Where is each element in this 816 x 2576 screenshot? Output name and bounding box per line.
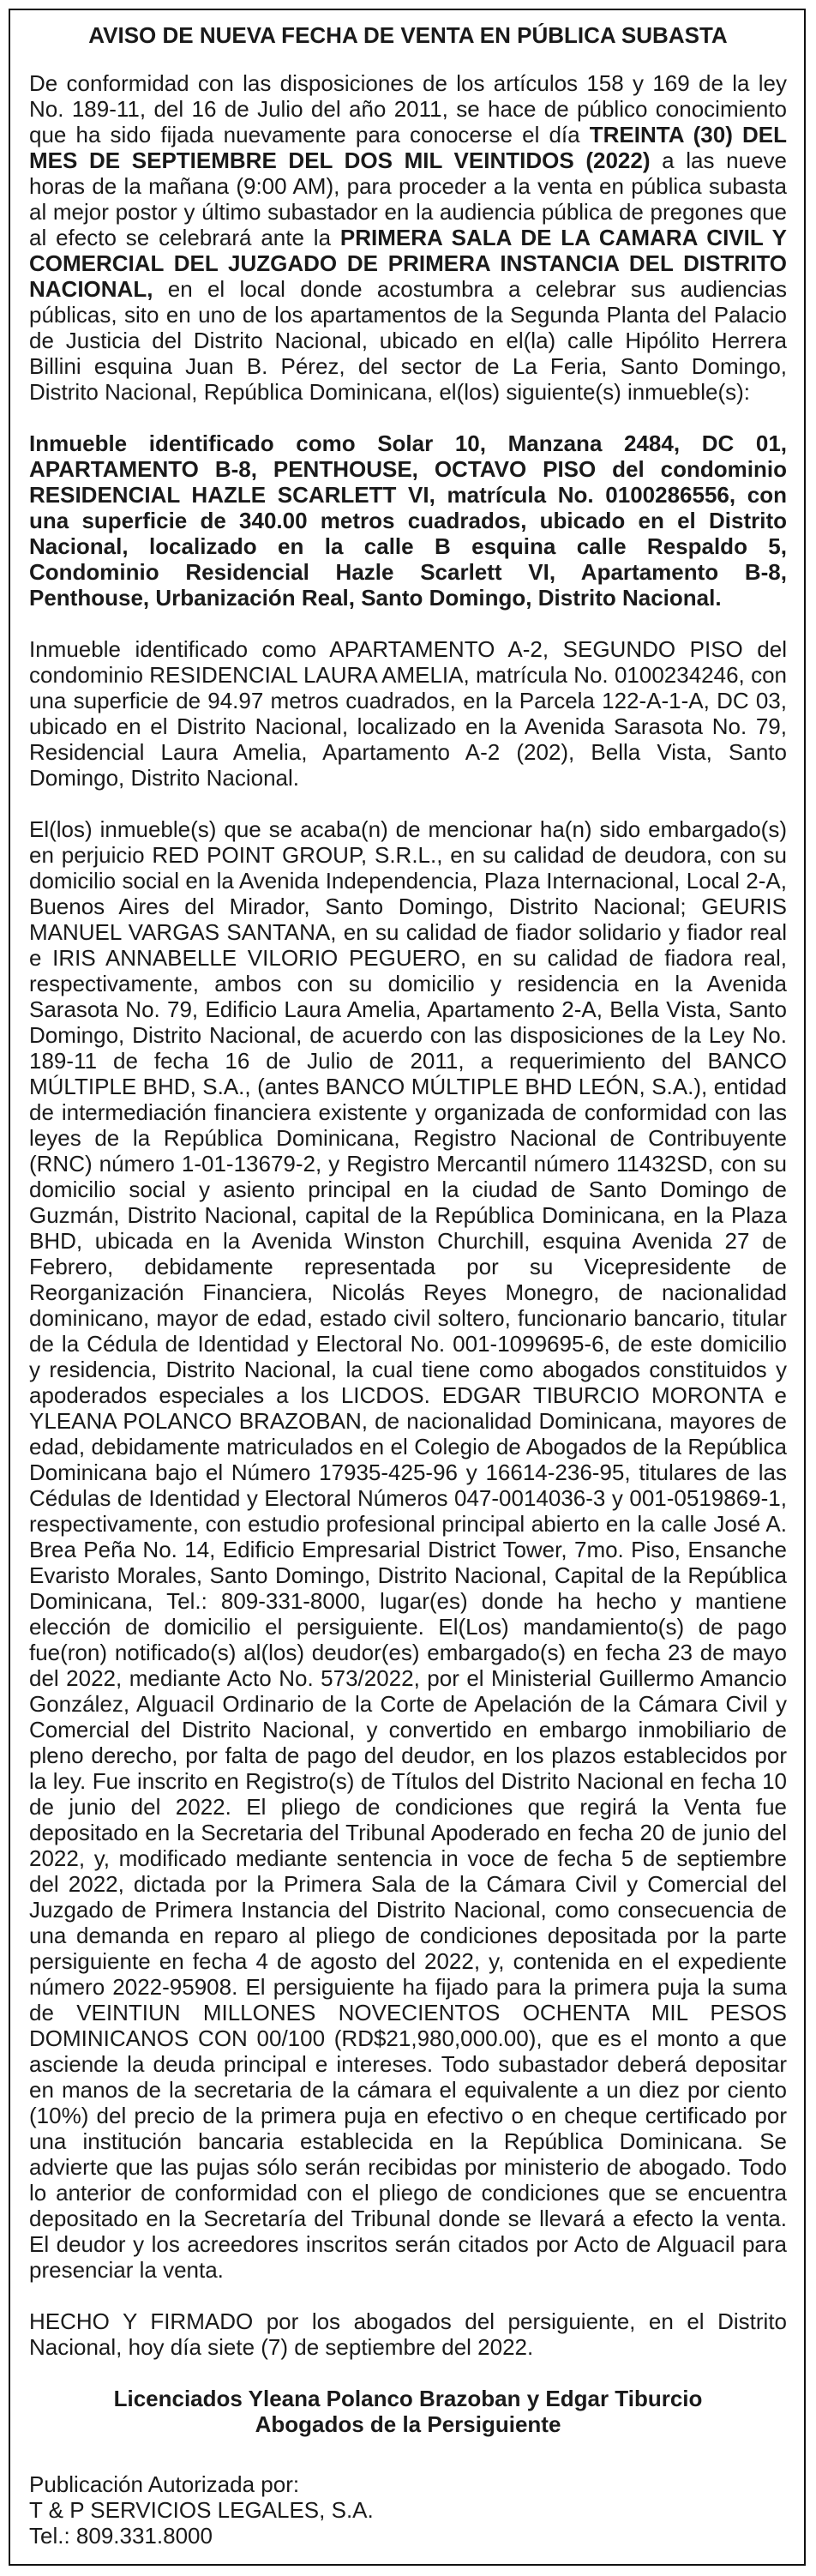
publication-phone: Tel.: 809.331.8000 <box>29 2523 213 2549</box>
notice-title: AVISO DE NUEVA FECHA DE VENTA EN PÚBLICA SUBASTA <box>88 22 728 48</box>
paragraph-intro <box>29 70 787 405</box>
publication-company: T & P SERVICIOS LEGALES, S.A. <box>29 2497 374 2523</box>
sale-date: TREINTA (30) DEL MES DE SEPTIEMBRE DEL DOS MIL VEINTIDOS (2022) <box>29 122 787 173</box>
signed-statement: HECHO Y FIRMADO por los abogados del persiguiente, en el Distrito Nacional, hoy día siete (7) de septiembre del 2022. <box>29 2308 787 2360</box>
intro-text-c: a las nueve horas de la mañana (9:00 AM), para proceder a la venta en pública subasta al mejor postor y último subastador en la audiencia pública de pregones que al efecto se celebrará ante la <box>29 147 787 250</box>
legal-notice <box>29 22 787 2549</box>
publication-credit <box>29 2471 787 2549</box>
seizure-details: El(los) inmueble(s) que se acaba(n) de mencionar ha(n) sido embargado(s) en perjuicio RED POINT GROUP, S.R.L., en su calidad de deudora, con su domicilio social en la Avenida Independencia, Plaza Internacional, Local 2-A, Buenos Aires del Mirador, Santo Domingo, Distrito Nacional; GEURIS MANUEL VARGAS SANTANA, en su calidad de fiador solidario y fiador real e IRIS ANNABELLE VILORIO PEGUERO, en su calidad de fiadora real, respectivamente, ambos con su domicilio y residencia en la Avenida Sarasota No. 79, Edificio Laura Amelia, Apartamento 2-A, Bella Vista, Santo Domingo, Distrito Nacional, de acuerdo con las disposiciones de la Ley No. 189-11 de fecha 16 de Julio de 2011, a requerimiento del BANCO MÚLTIPLE BHD, S.A., (antes BANCO MÚLTIPLE BHD LEÓN, S.A.), entidad de intermediación financiera existente y organizada de conformidad con las leyes de la República Dominicana, Registro Nacional de Contribuyente (RNC) número 1-01-13679-2, y Registro Mercantil número 11432SD, con su domicilio social y asiento principal en la ciudad de Santo Domingo de Guzmán, Distrito Nacional, capital de la República Dominicana, en la Plaza BHD, ubicada en la Avenida Winston Churchill, esquina Avenida 27 de Febrero, debidamente representada por su Vicepresidente de Reorganización Financiera, Nicolás Reyes Monegro, de nacionalidad dominicano, mayor de edad, estado civil soltero, funcionario bancario, titular de la Cédula de Identidad y Electoral No. 001-1099695-6, de este domicilio y residencia, Distrito Nacional, la cual tiene como abogados constituidos y apoderados especiales a los LICDOS. EDGAR TIBURCIO MORONTA e YLEANA POLANCO BRAZOBAN, de nacionalidad Dominicana, mayores de edad, debidamente matriculados en el Colegio de Abogados de la República Dominicana bajo el Número 17935-425-96 y 16614-236-95, titulares de las Cédulas de Identidad y Electoral Números 047-0014036-3 y 001-0519869-1, respectivamente, con estudio profesional principal abierto en la calle José A. Brea Peña No. 14, Edificio Empresarial District Tower, 7mo. Piso, Ensanche Evaristo Morales, Santo Domingo, Distrito Nacional, Capital de la República Dominicana, Tel.: 809-331-8000, lugar(es) donde ha hecho y mantiene elección de domicilio el persiguiente. El(Los) mandamiento(s) de pago fue(ron) notificado(s) al(los) deudor(es) embargado(s) en fecha 23 de mayo del 2022, mediante Acto No. 573/2022, por el Ministerial Guillermo Amancio González, Alguacil Ordinario de la Corte de Apelación de la Cámara Civil y Comercial del Distrito Nacional, y convertido en embargo inmobiliario de pleno derecho, por falta de pago del deudor, en los plazos establecidos por la ley. Fue inscrito en Registro(s) de Títulos del Distrito Nacional en fecha 10 de junio del 2022. El pliego de condiciones que regirá la Venta fue depositado en la Secretaria del Tribunal Apoderado en fecha 20 de junio del 2022, y, modificado mediante sentencia in voce de fecha 5 de septiembre del 2022, dictada por la Primera Sala de la Cámara Civil y Comercial del Juzgado de Primera Instancia del Distrito Nacional, como consecuencia de una demanda en reparo al pliego de condiciones depositada por la parte persiguiente en fecha 4 de agosto del 2022, y, contenida en el expediente número 2022-95908. El persiguiente ha fijado para la primera puja la suma de VEINTIUN MILLONES NOVECIENTOS OCHENTA MIL PESOS DOMINICANOS CON 00/100 (RD$21,980,000.00), que es el monto a que asciende la deuda principal e intereses. Todo subastador deberá depositar en manos de la secretaria de la cámara el equivalente a un diez por ciento (10%) del precio de la primera puja en efectivo o en cheque certificado por una institución bancaria establecida en la República Dominicana. Se advierte que las pujas sólo serán recibidas por ministerio de abogado. Todo lo anterior de conformidad con el pliego de condiciones que se encuentra depositado en la Secretaría del Tribunal donde se llevará a efecto la venta. El deudor y los acreedores inscritos serán citados por Acto de Alguacil para presenciar la venta. <box>29 816 787 2283</box>
intro-text-e: en el local donde acostumbra a celebrar sus audiencias públicas, sito en uno de los apartamentos de la Segunda Planta del Palacio de Justicia del Distrito Nacional, ubicado en el(la) calle Hipólito Herrera Billini esquina Juan B. Pérez, del sector de La Feria, Santo Domingo, Distrito Nacional, República Dominicana, el(los) siguiente(s) inmueble(s): <box>29 276 787 405</box>
property-2-description: Inmueble identificado como APARTAMENTO A-2, SEGUNDO PISO del condominio RESIDENCIAL LAURA AMELIA, matrícula No. 0100234246, con una superficie de 94.97 metros cuadrados, en la Parcela 122-A-1-A, DC 03, ubicado en el Distrito Nacional, localizado en la Avenida Sarasota No. 79, Residencial Laura Amelia, Apartamento A-2 (202), Bella Vista, Santo Domingo, Distrito Nacional. <box>29 636 787 791</box>
property-1-description: Inmueble identificado como Solar 10, Manzana 2484, DC 01, APARTAMENTO B-8, PENTHOUSE, OCTAVO PISO del condominio RESIDENCIAL HAZLE SCARLETT VI, matrícula No. 0100286556, con una superficie de 340.00 metros cuadrados, ubicado en el Distrito Nacional, localizado en la calle B esquina calle Respaldo 5, Condominio Residencial Hazle Scarlett VI, Apartamento B-8, Penthouse, Urbanización Real, Santo Domingo, Distrito Nacional. <box>29 430 787 611</box>
signature-lawyers: Licenciados Yleana Polanco Brazoban y Edgar Tiburcio <box>113 2386 703 2411</box>
court-name: PRIMERA SALA DE LA CAMARA CIVIL Y COMERCIAL DEL JUZGADO DE PRIMERA INSTANCIA DEL DISTRITO NACIONAL, <box>29 225 787 302</box>
publication-label: Publicación Autorizada por: <box>29 2471 300 2497</box>
signature-role: Abogados de la Persiguiente <box>255 2411 561 2437</box>
signature-block <box>29 2386 787 2437</box>
intro-text-a: De conformidad con las disposiciones de los artículos 158 y 169 de la ley No. 189-11, del 16 de Julio del año 2011, se hace de público conocimiento que ha sido fijada nuevamente para conocerse el día <box>29 70 787 147</box>
